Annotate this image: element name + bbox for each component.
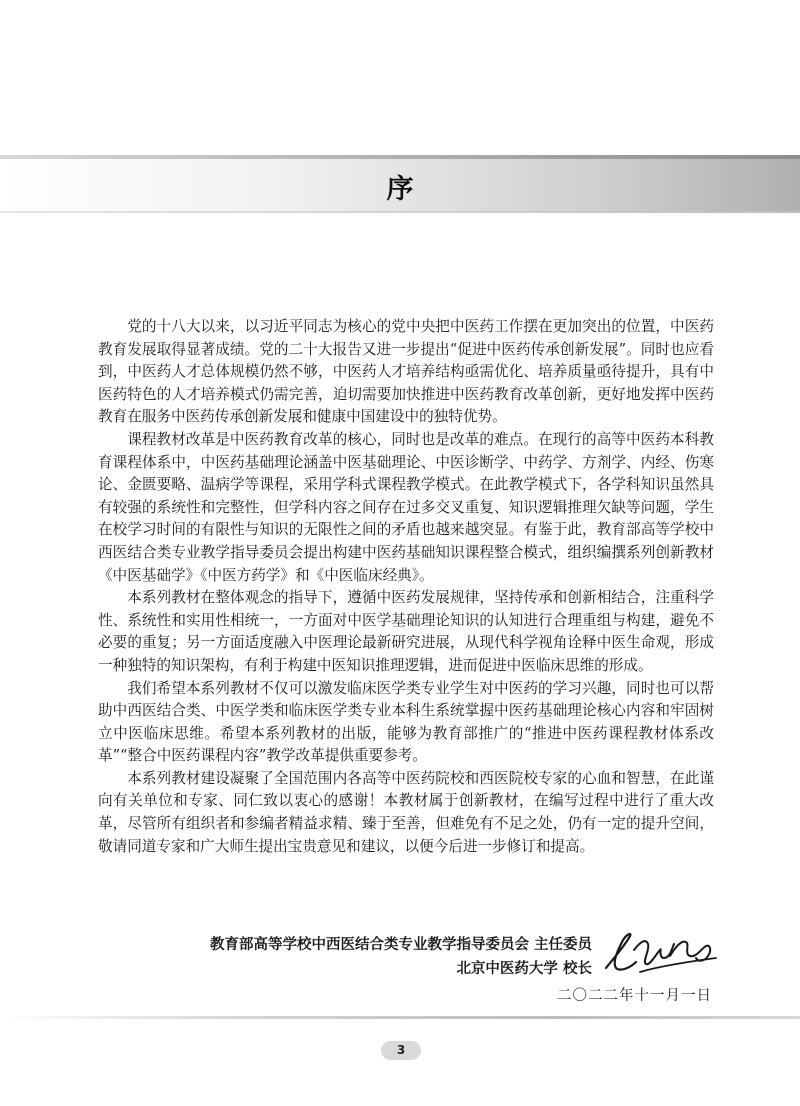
paragraph-4: 我们希望本系列教材不仅可以激发临床医学类专业学生对中医药的学习兴趣，同时也可以帮助中西医结合类、中医学类和临床医学类专业本科生系统掌握中医药基础理论核心内容和牢固树立中医临床思维。希望本系列教材的出版，能够为教育部推广的“推进中医药课程教材体系改革”“整合中医药课程内容”教学改革提供重要参考。 bbox=[98, 679, 714, 765]
signatory-committee: 教育部高等学校中西医结合类专业教学指导委员会 主任委员 bbox=[209, 937, 592, 953]
page-number: 3 bbox=[381, 1041, 421, 1060]
page-title: 序 bbox=[386, 174, 414, 205]
preface-body bbox=[98, 316, 714, 858]
paragraph-3: 本系列教材在整体观念的指导下，遵循中医药发展规律，坚持传承和创新相结合，注重科学性、系统性和实用性相统一，一方面对中医学基础理论知识的认知进行合理重组与构建，避免不必要的重复；另一方面适度融入中医理论最新研究进展，从现代科学视角诠释中医生命观，形成一种独特的知识架构，有利于构建中医知识推理逻辑，进而促进中医临床思维的形成。 bbox=[98, 589, 714, 674]
title-band-top-rule bbox=[0, 155, 800, 159]
title-band-bottom-rule bbox=[0, 211, 800, 213]
paragraph-2: 课程教材改革是中医药教育改革的核心，同时也是改革的难点。在现行的高等中医药本科教育课程体系中，中医药基础理论涵盖中医基础理论、中医诊断学、中药学、方剂学、内经、伤寒论、金匮要略、温病学等课程，采用学科式课程教学模式。在此教学模式下，各学科知识虽然具有较强的系统性和完整性，但学科内容之间存在过多交叉重复、知识逻辑推理欠缺等问题，学生在校学习时间的有限性与知识的无限性之间的矛盾也越来越突显。有鉴于此，教育部高等学校中西医结合类专业教学指导委员会提出构建中医药基础知识课程整合模式，组织编撰系列创新教材《中医基础学》《中医方药学》和《中医临床经典》。 bbox=[98, 430, 714, 584]
paragraph-1: 党的十八大以来，以习近平同志为核心的党中央把中医药工作摆在更加突出的位置，中医药教育发展取得显著成绩。党的二十大报告又进一步提出“促进中医药传承创新发展”。同时也应看到，中医药人才总体规模仍然不够，中医药人才培养结构亟需优化、培养质量亟待提升，具有中医药特色的人才培养模式仍需完善，迫切需要加快推进中医药教育改革创新，更好地发挥中医药教育在服务中医药传承创新发展和健康中国建设中的独特优势。 bbox=[98, 318, 714, 426]
handwritten-signature bbox=[600, 928, 720, 980]
footer-rule bbox=[0, 1016, 800, 1019]
signature-date: 二〇二二年十一月一日 bbox=[557, 988, 712, 1004]
signatory-university: 北京中医药大学 校长 bbox=[456, 961, 592, 977]
paragraph-5: 本系列教材建设凝聚了全国范围内各高等中医药院校和西医院校专家的心血和智慧，在此谨向有关单位和专家、同仁致以衷心的感谢！本教材属于创新教材，在编写过程中进行了重大改革，尽管所有组织者和参编者精益求精、臻于至善，但难免有不足之处，仍有一定的提升空间，敬请同道专家和广大师生提出宝贵意见和建议，以便今后进一步修订和提高。 bbox=[98, 769, 714, 855]
